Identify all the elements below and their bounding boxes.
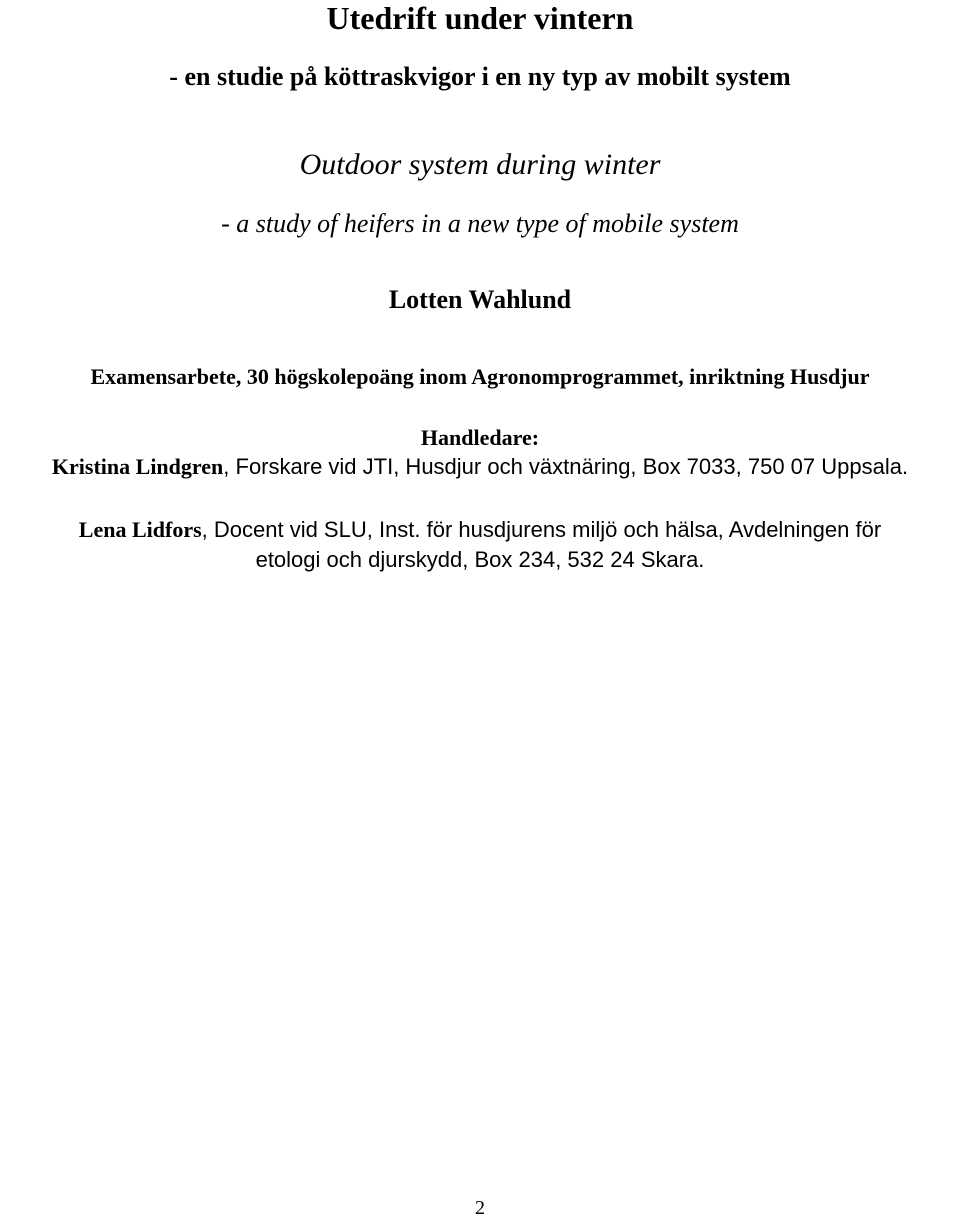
- supervisors-heading: Handledare:: [420, 425, 540, 450]
- supervisor-details: , Docent vid SLU, Inst. för husdjurens miljö och hälsa, Avdelningen för: [201, 517, 882, 542]
- supervisor-name: Lena Lidfors: [78, 517, 202, 542]
- supervisor-details: , Forskare vid JTI, Husdjur och växtnäring, Box 7033, 750 07 Uppsala.: [223, 454, 909, 479]
- document-title: Utedrift under vintern: [326, 0, 634, 36]
- author-name: Lotten Wahlund: [388, 285, 572, 314]
- document-subtitle: - en studie på köttraskvigor i en ny typ av mobilt system: [169, 62, 791, 91]
- supervisor-name: Kristina Lindgren: [51, 454, 224, 479]
- english-subtitle: - a study of heifers in a new type of mobile system: [221, 209, 739, 238]
- thesis-info: Examensarbete, 30 högskolepoäng inom Agronomprogrammet, inriktning Husdjur: [90, 364, 870, 389]
- supervisor-details-continued: etologi och djurskydd, Box 234, 532 24 Skara.: [255, 547, 705, 572]
- supervisor-entry: [0, 456, 960, 478]
- english-title: Outdoor system during winter: [299, 148, 661, 181]
- supervisor-entry: [0, 519, 960, 541]
- page-number: 2: [475, 1197, 485, 1219]
